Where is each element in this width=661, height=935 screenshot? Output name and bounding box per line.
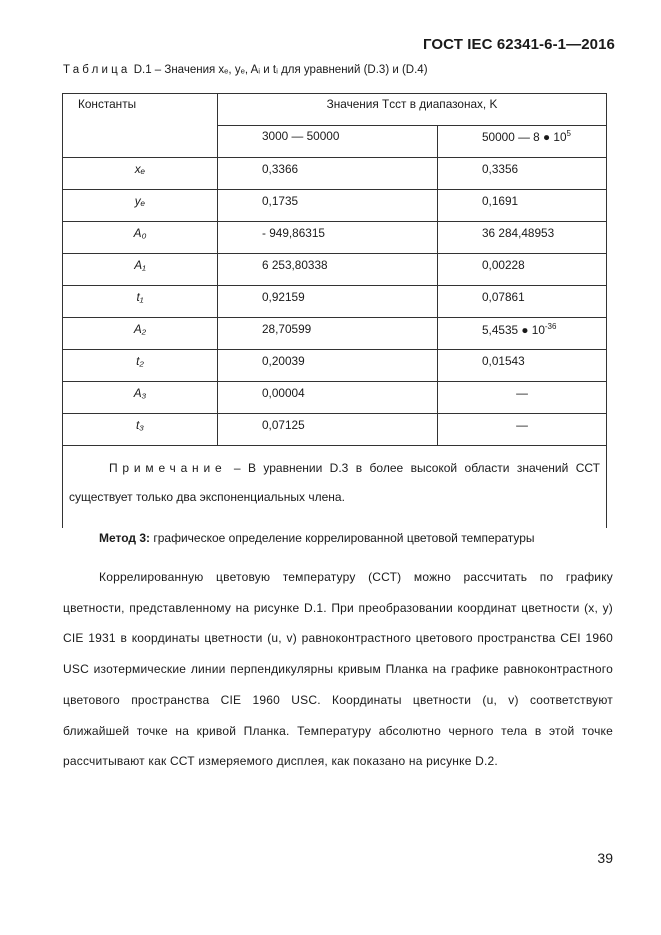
constants-table [62,93,607,528]
value-exponent: -36 [544,322,557,331]
constant-name: t₃ [63,414,218,446]
table-caption [63,64,428,76]
table-note [63,446,607,529]
value-base: 5,4535 ● 10 [482,322,545,337]
body-paragraph: Коррелированную цветовую температуру (ССТ) можно рассчитать по графику цветности, представленному на рисунке D.1. При преобразовании координат цветности (x, y) CIE 1931 в координаты цветности (u, v) равноконтрастного цветового пространства CEI 1960 USC изотермические линии перпендикулярны кривым Планка на графике равноконтрастного цветового пространства CIE 1960 USC. Координаты цветности (u, v) соответствуют ближайшей точке на кривой Планка. Температуру абсолютно черного тела в этой точке рассчитывают как ССТ измеряемого дисплея, как показано на рисунке D.2. [63,570,613,769]
table-row [63,318,607,350]
constant-name: A₃ [63,382,218,414]
constant-name: yₑ [63,190,218,222]
value-range-1: 6 253,80338 [218,254,438,286]
header-values: Значения Tсст в диапазонах, K [218,94,607,126]
table-row [63,158,607,190]
caption-label: Таблица [63,64,131,76]
value-range-1: - 949,86315 [218,222,438,254]
value-range-2: — [438,414,607,446]
range-2-base: 50000 — 8 ● 10 [482,129,567,144]
table-row [63,286,607,318]
constant-name: t₂ [63,350,218,382]
table-row [63,222,607,254]
value-range-2: 36 284,48953 [438,222,607,254]
table-note-row [63,446,607,529]
value-range-1: 28,70599 [218,318,438,350]
value-range-1: 0,07125 [218,414,438,446]
table-row [63,190,607,222]
constant-name: A₂ [63,318,218,350]
header-constants: Константы [63,94,218,158]
standard-header: ГОСТ IEC 62341-6-1—2016 [423,36,615,53]
caption-text: D.1 – Значения xₑ, yₑ, Aᵢ и tᵢ для уравнений (D.3) и (D.4) [133,64,428,76]
table-row [63,382,607,414]
value-range-1: 0,92159 [218,286,438,318]
value-range-1: 0,00004 [218,382,438,414]
note-label: Примечание [109,461,227,475]
header-range-1: 3000 — 50000 [218,126,438,158]
table-row [63,414,607,446]
value-range-2: 0,00228 [438,254,607,286]
page-number: 39 [597,850,613,866]
table-row [63,350,607,382]
value-range-2: 0,07861 [438,286,607,318]
table-header-row [63,94,607,126]
method-label: Метод 3: [99,531,151,545]
value-range-1: 0,20039 [218,350,438,382]
note-text: – В уравнении D.3 в более высокой области значений ССТ существует только два экспоненциальных члена. [69,461,600,504]
method-heading [99,531,535,545]
method-text: графическое определение коррелированной цветовой температуры [150,531,535,545]
value-range-1: 0,1735 [218,190,438,222]
constant-name: t₁ [63,286,218,318]
value-range-2: 0,1691 [438,190,607,222]
header-range-2 [438,126,607,158]
constant-name: A₁ [63,254,218,286]
value-range-2: 0,01543 [438,350,607,382]
range-2-exponent: 5 [566,129,571,138]
constant-name: xₑ [63,158,218,190]
value-range-2: — [438,382,607,414]
constant-name: A₀ [63,222,218,254]
value-range-2 [438,318,607,350]
value-range-2: 0,3356 [438,158,607,190]
value-range-1: 0,3366 [218,158,438,190]
table-row [63,254,607,286]
